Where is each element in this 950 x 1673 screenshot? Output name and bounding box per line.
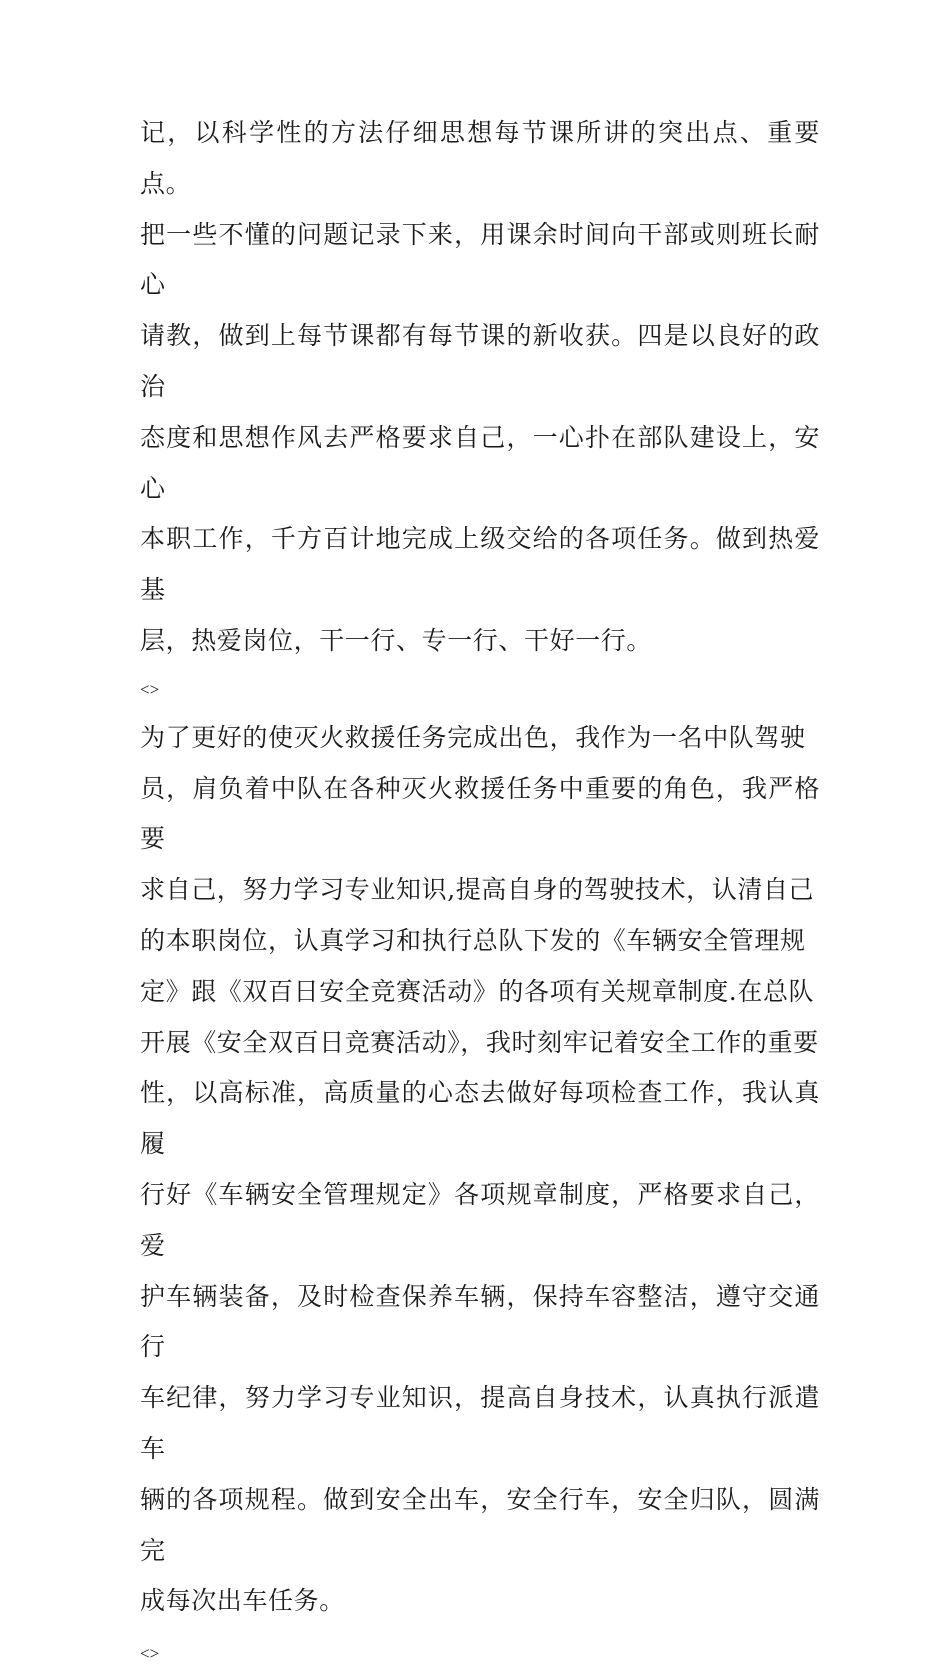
document-body: [140, 108, 820, 1673]
paragraph-driver-duties: 为了更好的使灭火救援任务完成出色，我作为一名中队驾驶 员，肩负着中队在各种灭火救援任务中重要的角色，我严格要 求自己，努力学习专业知识,提高自身的驾驶技术，认清自己 的本职岗位，认真学习和执行总队下发的《车辆安全管理规 定》跟《双百日安全竞赛活动》的各项有关规章制度.在总队 开展《安全双百日竞赛活动》，我时刻牢记着安全工作的重要 性，以高标准，高质量的心态去做好每项检查工作，我认真履 行好《车辆安全管理规定》各项规章制度，严格要求自己，爱 护车辆装备，及时检查保养车辆，保持车容整洁，遵守交通行 车纪律，努力学习专业知识，提高自身技术，认真执行派遣车 辆的各项规程。做到安全出车，安全行车，安全归队，圆满完 成每次出车任务。: [140, 722, 820, 1616]
section-separator: <>: [140, 1644, 160, 1664]
section-separator: <>: [140, 679, 160, 699]
paragraph-study-attitude: 记，以科学性的方法仔细思想每节课所讲的突出点、重要点。 把一些不懂的问题记录下来，用课余时间向干部或则班长耐心 请教，做到上每节课都有每节课的新收获。四是以良好的政治 态度和思想作风去严格要求自己，一心扑在部队建设上，安心 本职工作，千方百计地完成上级交给的各项任务。做到热爱基 层，热爱岗位，干一行、专一行、干好一行。: [140, 118, 820, 655]
